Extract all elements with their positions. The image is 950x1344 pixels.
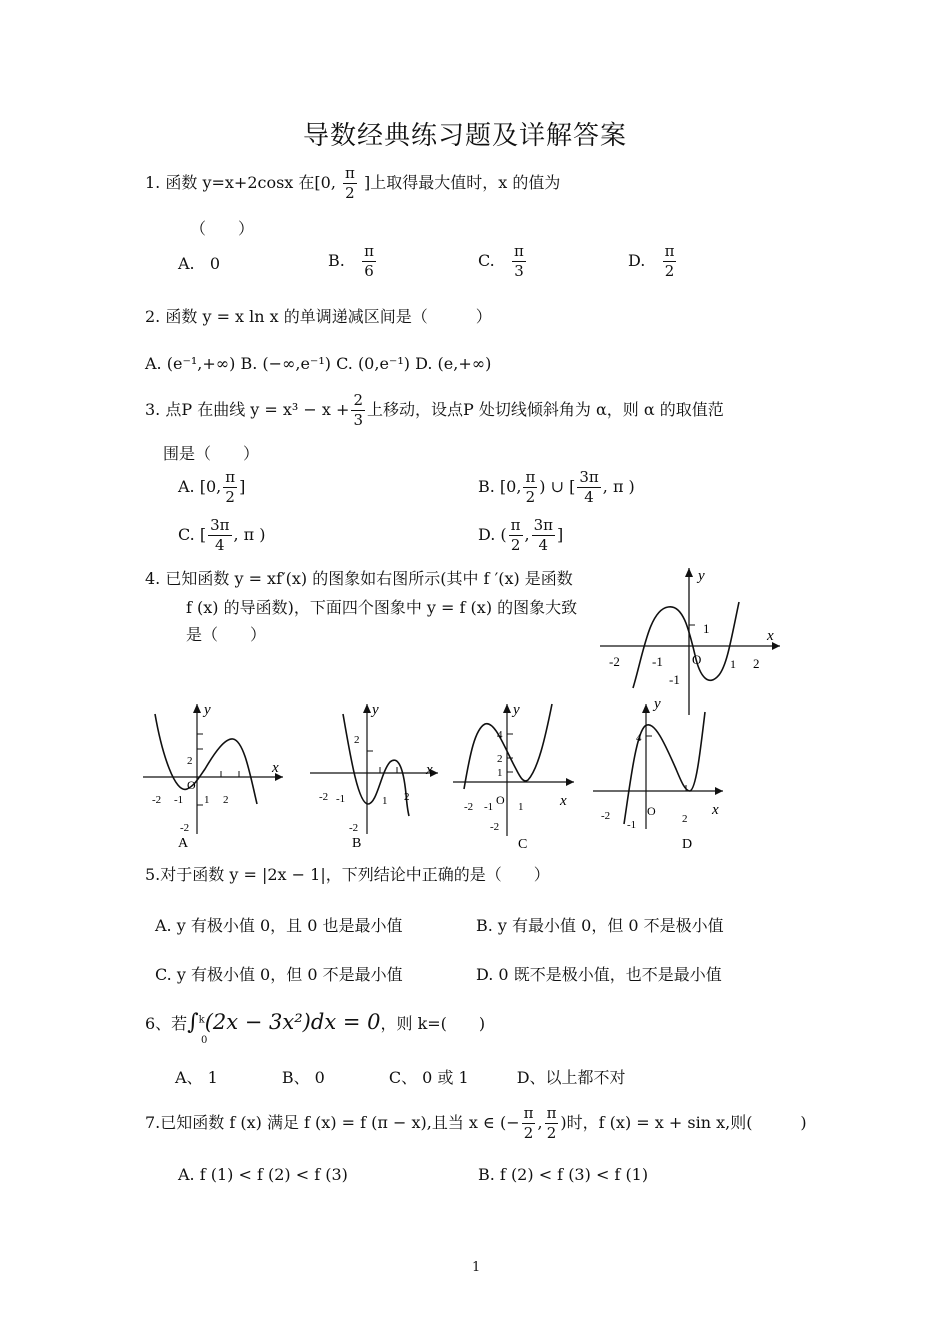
page-number: 1 [472,1260,481,1275]
q6-prefix: 6、若 [145,1014,188,1033]
q4-graph-a-label: A [178,836,189,850]
q1-option-d: D. $\frac{\pi}{2}$ [628,242,675,280]
svg-text:x: x [560,793,567,809]
svg-text:-2: -2 [319,791,329,803]
q3-option-c: C. [ $\frac{3\pi}{4}$ , π ) [178,516,266,554]
q6-options: A、 1 B、 0 C、 0 或 1 D、以上都不对 [175,1068,626,1087]
svg-text:2: 2 [223,794,229,806]
q4-main-tick-x-1: 1 [730,657,736,671]
q4-graph-c-label: C [518,837,528,852]
svg-text:O: O [187,778,196,792]
question-2-stem: 2. 函数 y = x ln x 的单调递减区间是（ ） [145,307,492,326]
question-1-stem [145,166,560,201]
q4-main-origin: O [692,652,702,667]
q6-integrand: (2x − 3x²)dx = 0 [204,1010,381,1034]
svg-text:2: 2 [404,791,410,803]
q4-main-axis-x: x [767,628,774,644]
q6-suffix: ，则 k=( ) [380,1014,486,1033]
question-4-line-2: f (x) 的导函数)，下面四个图象中 y = f (x) 的图象大致 [186,598,578,617]
q4-main-axis-y: y [698,568,705,584]
svg-text:2: 2 [354,734,360,746]
page-title: 导数经典练习题及详解答案 [303,121,628,151]
svg-text:-2: -2 [490,821,500,833]
q4-main-tick-x-2: 2 [753,656,760,671]
q1-option-b: B. $\frac{\pi}{6}$ [328,242,374,280]
svg-text:4: 4 [497,729,503,741]
svg-text:-2: -2 [152,794,162,806]
q4-graph-d [590,694,730,854]
q4-graph-b-label: B [352,836,362,850]
svg-text:-1: -1 [174,794,184,806]
q5-option-c: C. y 有极小值 0，但 0 不是最小值 [155,965,403,984]
svg-text:-2: -2 [180,822,190,834]
svg-text:-2: -2 [601,810,611,822]
svg-text:x: x [712,802,719,818]
svg-text:2: 2 [497,753,503,765]
q3-stem-continued: 围是（ ） [163,444,260,463]
q6-lower-limit: 0 [201,1035,208,1046]
q4-graph-b [305,694,445,850]
svg-text:O: O [647,804,656,818]
question-7-stem: 7.已知函数 f (x) 满足 f (x) = f (π − x),且当 x ∈ (− $\frac{\pi}{2}$ , $\frac{\pi}{2}$ )时，f (x) = x + sin x,则( ) [145,1104,807,1142]
q4-graph-d-label: D [682,837,693,852]
q4-graph-a [140,694,290,850]
q1-stem-part-b: ]上取得最大值时，x 的值为 [363,173,561,192]
question-4-line-1: 4. 已知函数 y = xf′(x) 的图象如右图所示(其中 f ′(x) 是函数 [145,569,573,588]
svg-text:x: x [272,760,279,776]
svg-text:-1: -1 [484,801,494,813]
question-4-line-3: 是（ ） [186,625,267,644]
q3-option-a: A. [0, $\frac{\pi}{2}$ ] [178,468,246,506]
svg-text:-2: -2 [349,822,359,834]
question-6-stem [145,1010,485,1035]
svg-text:x: x [426,762,433,778]
svg-text:y: y [372,702,379,718]
q4-main-tick-y-neg1: -1 [669,672,680,687]
question-3-stem: 3. 点P 在曲线 y = x³ − x + $\frac{2}{3}$ 上移动，设点P 处切线倾斜角为 α，则 α 的取值范 [145,391,724,429]
question-5-stem: 5.对于函数 y = |2x − 1|，下列结论中正确的是（ ） [145,865,550,884]
svg-text:y: y [204,702,211,718]
svg-text:1: 1 [497,767,503,779]
integral-sign-icon: ∫ [187,1010,199,1035]
q1-blank: （ ） [190,219,255,238]
svg-text:-2: -2 [464,801,474,813]
q3-option-b: B. [0, $\frac{\pi}{2}$ ) ∪ [ $\frac{3\pi}{4}$ , π ) [478,468,635,506]
q5-option-b: B. y 有最小值 0，但 0 不是极小值 [476,916,724,935]
q5-option-a: A. y 有极小值 0，且 0 也是最小值 [155,916,403,935]
svg-text:-1: -1 [627,819,637,831]
q1-fraction: $\frac{\pi}{2}$ [345,164,355,202]
q7-option-b: B. f (2) < f (3) < f (1) [478,1165,649,1184]
svg-text:1: 1 [204,794,210,806]
svg-text:1: 1 [382,795,388,807]
svg-text:-1: -1 [336,793,346,805]
q4-main-tick-y-1: 1 [703,621,710,636]
svg-text:2: 2 [682,813,688,825]
q2-options: A. (e⁻¹,+∞) B. (−∞,e⁻¹) C. (0,e⁻¹) D. (e,+∞) [145,354,492,373]
q1-stem-part-a: 1. 函数 y=x+2cosx 在[0, [145,173,336,192]
q5-option-d: D. 0 既不是极小值，也不是最小值 [476,965,722,984]
q4-graph-c [450,694,580,854]
q1-option-c: C. $\frac{\pi}{3}$ [478,242,524,280]
q6-upper-limit: k [198,1014,205,1026]
svg-text:y: y [654,696,661,712]
q7-option-a: A. f (1) < f (2) < f (3) [178,1165,348,1184]
svg-text:4: 4 [636,732,642,744]
svg-text:O: O [496,793,505,807]
svg-text:y: y [513,702,520,718]
q3-option-d: D. ( $\frac{\pi}{2}$ , $\frac{3\pi}{4}$ ] [478,516,564,554]
q1-option-a: A. 0 [178,254,221,273]
svg-text:2: 2 [187,755,193,767]
q4-main-tick-x-neg1: -1 [652,654,663,669]
q4-main-tick-x-neg2: -2 [609,654,620,669]
svg-text:1: 1 [518,801,524,813]
